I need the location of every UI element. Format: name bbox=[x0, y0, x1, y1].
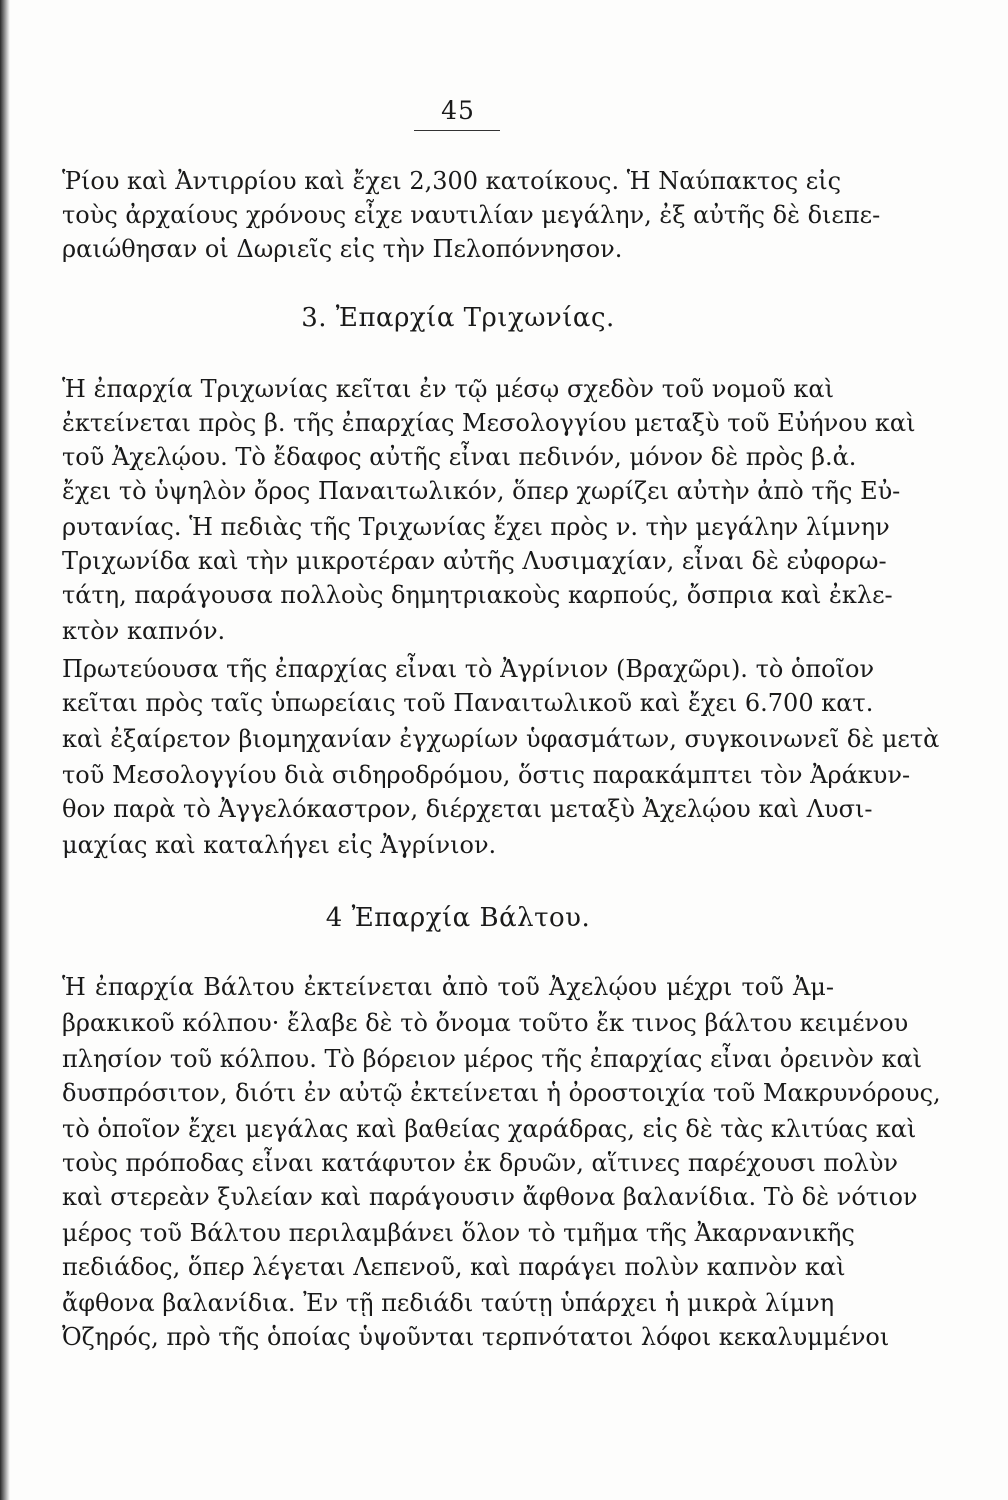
text-line: Τριχωνίδα καὶ τὴν μικροτέραν αὐτῆς Λυσιμαχίαν, εἶναι δὲ εὐφορω- bbox=[62, 547, 887, 575]
binding-edge bbox=[0, 0, 10, 1500]
text-line: τοὺς ἀρχαίους χρόνους εἶχε ναυτιλίαν μεγάλην, ἐξ αὐτῆς δὲ διεπε- bbox=[62, 201, 881, 229]
text-line: Ῥίου καὶ Ἀντιρρίου καὶ ἔχει 2,300 κατοίκους. Ἡ Ναύπακτος εἰς bbox=[62, 167, 842, 195]
text-line: μέρος τοῦ Βάλτου περιλαμβάνει ὅλον τὸ τμῆμα τῆς Ἀκαρνανικῆς bbox=[62, 1219, 855, 1247]
text-line: Ἡ ἐπαρχία Τριχωνίας κεῖται ἐν τῷ μέσῳ σχεδὸν τοῦ νομοῦ καὶ bbox=[62, 375, 834, 403]
text-line: βρακικοῦ κόλπου· ἔλαβε δὲ τὸ ὄνομα τοῦτο ἔκ τινος βάλτου κειμένου bbox=[62, 1009, 909, 1037]
text-line: κτὸν καπνόν. bbox=[62, 617, 226, 645]
text-line: ραιώθησαν οἱ Δωριεῖς εἰς τὴν Πελοπόννησον. bbox=[62, 235, 623, 263]
text-line: τοὺς πρόποδας εἶναι κατάφυτον ἐκ δρυῶν, αἵτινες παρέχουσι πολὺν bbox=[62, 1149, 898, 1177]
text-line: ρυτανίας. Ἡ πεδιὰς τῆς Τριχωνίας ἔχει πρὸς ν. τὴν μεγάλην λίμνην bbox=[62, 513, 890, 541]
section-heading-4: 4 Ἐπαρχία Βάλτου. bbox=[325, 903, 591, 933]
text-line: πεδιάδος, ὅπερ λέγεται Λεπενοῦ, καὶ παράγει πολὺν καπνὸν καὶ bbox=[62, 1253, 846, 1281]
text-line: Πρωτεύουσα τῆς ἐπαρχίας εἶναι τὸ Ἀγρίνιον (Βραχῶρι). τὸ ὁποῖον bbox=[62, 655, 875, 683]
section-heading-3: 3. Ἐπαρχία Τριχωνίας. bbox=[301, 303, 615, 333]
text-line: τὸ ὁποῖον ἔχει μεγάλας καὶ βαθείας χαράδρας, εἰς δὲ τὰς κλιτύας καὶ bbox=[62, 1115, 917, 1143]
text-line: μαχίας καὶ καταλήγει εἰς Ἀγρίνιον. bbox=[62, 831, 497, 859]
text-line: ἐκτείνεται πρὸς β. τῆς ἐπαρχίας Μεσολογγίου μεταξὺ τοῦ Εὐήνου καὶ bbox=[62, 409, 916, 437]
text-line: τοῦ Μεσολογγίου διὰ σιδηροδρόμου, ὅστις παρακάμπτει τὸν Ἀράκυν- bbox=[62, 761, 911, 789]
text-line: καὶ ἐξαίρετον βιομηχανίαν ἐγχωρίων ὑφασμάτων, συγκοινωνεῖ δὲ μετὰ bbox=[62, 725, 940, 753]
text-line: καὶ στερεὰν ξυλείαν καὶ παράγουσιν ἄφθονα βαλανίδια. Τὸ δὲ νότιον bbox=[62, 1183, 918, 1211]
text-line: ἔχει τὸ ὑψηλὸν ὄρος Παναιτωλικόν, ὅπερ χωρίζει αὐτὴν ἀπὸ τῆς Εὐ- bbox=[62, 477, 901, 505]
page-number-rule bbox=[414, 130, 500, 131]
text-line: τοῦ Ἀχελῴου. Τὸ ἔδαφος αὐτῆς εἶναι πεδινόν, μόνον δὲ πρὸς β.ἀ. bbox=[62, 443, 857, 471]
text-line: δυσπρόσιτον, διότι ἐν αὐτῷ ἐκτείνεται ἡ ὀροστοιχία τοῦ Μακρυνόρους, bbox=[62, 1079, 941, 1107]
text-line: κεῖται πρὸς ταῖς ὑπωρείαις τοῦ Παναιτωλικοῦ καὶ ἔχει 6.700 κατ. bbox=[62, 689, 874, 717]
text-line: Ὀζηρός, πρὸ τῆς ὁποίας ὑψοῦνται τερπνότατοι λόφοι κεκαλυμμένοι bbox=[62, 1323, 890, 1351]
text-line: ἄφθονα βαλανίδια. Ἐν τῇ πεδιάδι ταύτῃ ὑπάρχει ἡ μικρὰ λίμνη bbox=[62, 1289, 835, 1317]
text-line: Ἡ ἐπαρχία Βάλτου ἐκτείνεται ἀπὸ τοῦ Ἀχελῴου μέχρι τοῦ Ἀμ- bbox=[62, 973, 834, 1001]
text-line: θον παρὰ τὸ Ἀγγελόκαστρον, διέρχεται μεταξὺ Ἀχελῴου καὶ Λυσι- bbox=[62, 795, 873, 823]
text-line: πλησίον τοῦ κόλπου. Τὸ βόρειον μέρος τῆς ἐπαρχίας εἶναι ὀρεινὸν καὶ bbox=[62, 1045, 923, 1073]
page-number: 45 bbox=[441, 96, 475, 125]
text-line: τάτη, παράγουσα πολλοὺς δημητριακοὺς καρπούς, ὄσπρια καὶ ἐκλε- bbox=[62, 581, 893, 609]
